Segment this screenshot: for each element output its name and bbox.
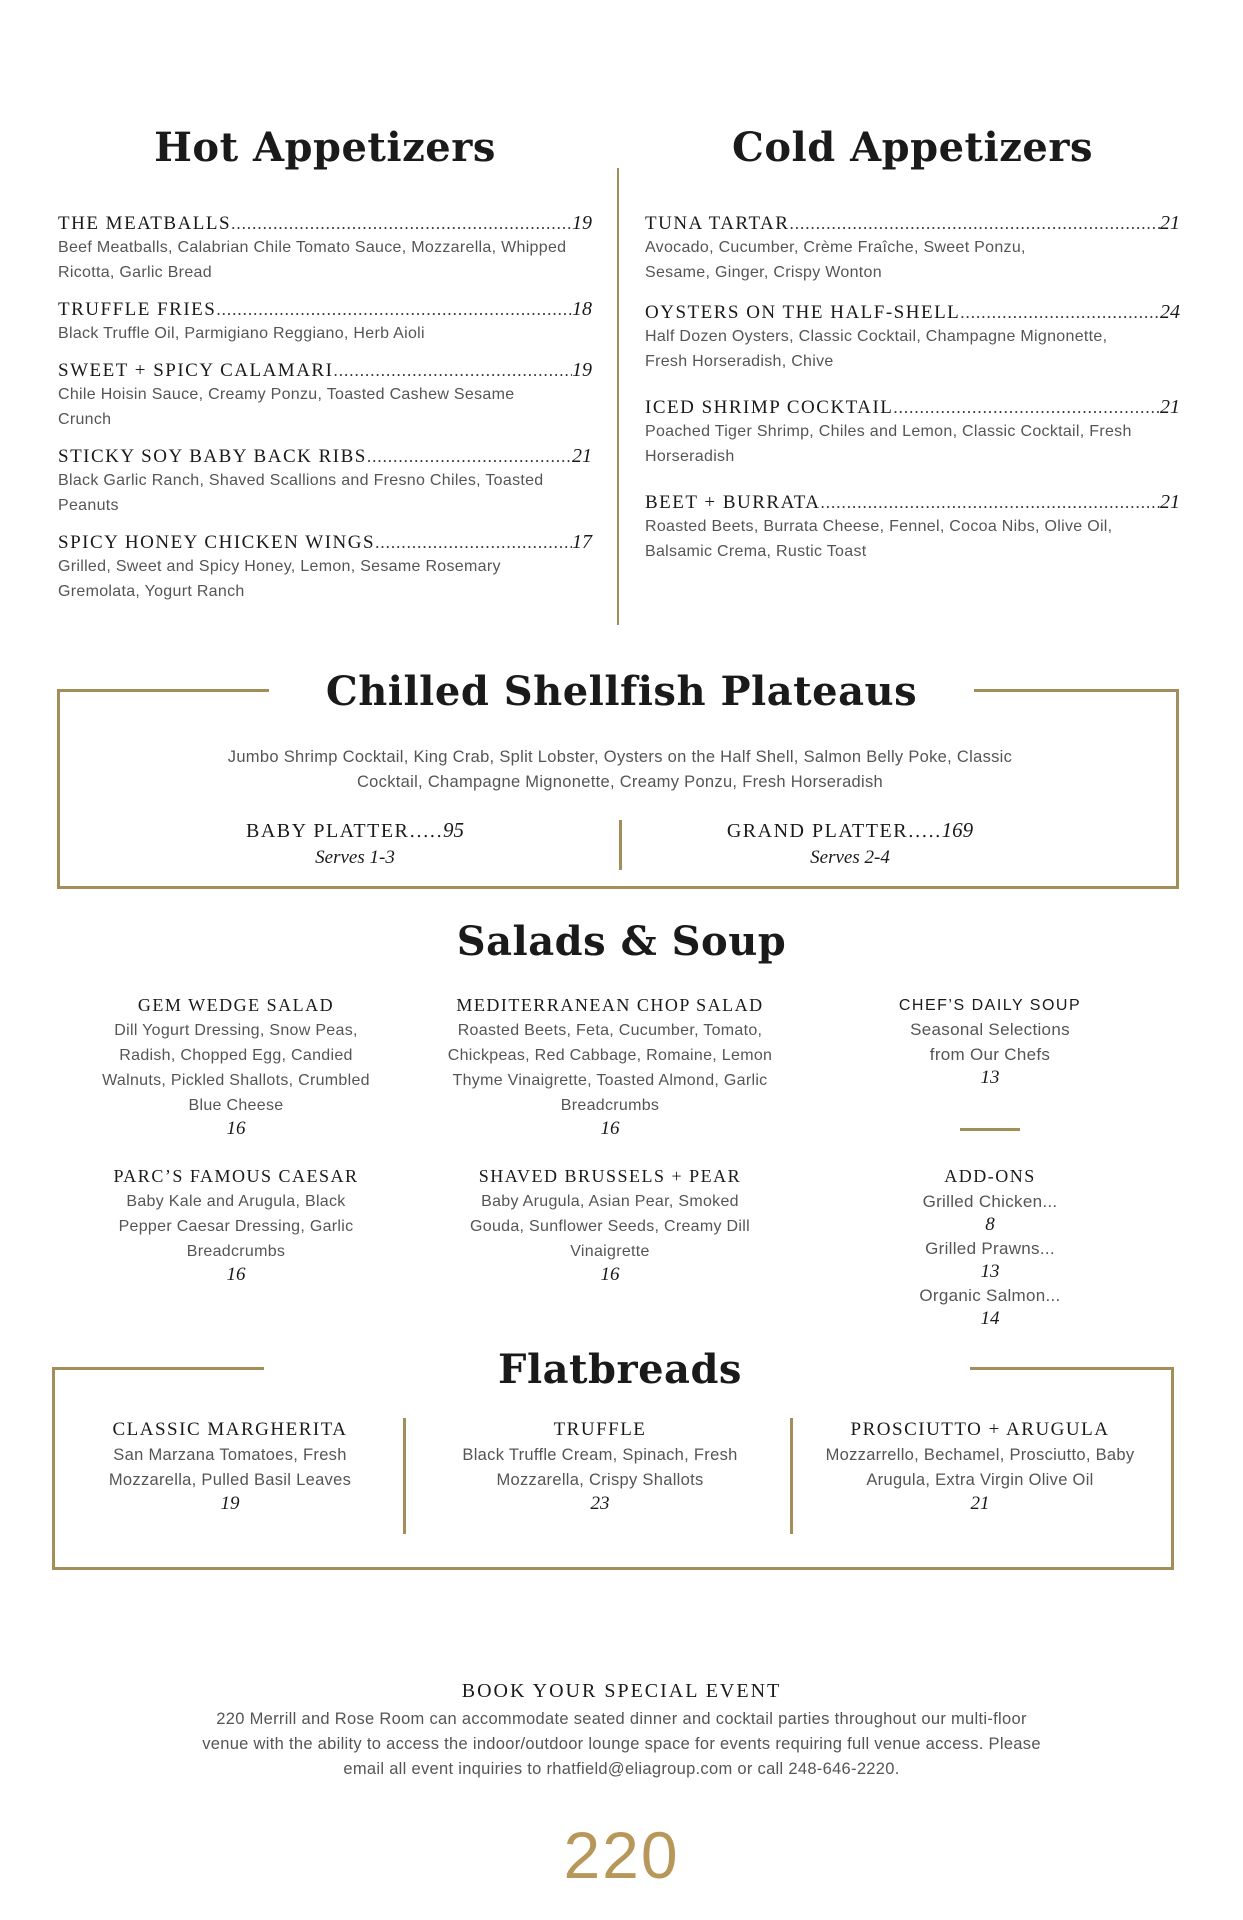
- item-price: 21: [1160, 396, 1180, 418]
- salads-soup-title: Salads & Soup: [456, 918, 787, 965]
- menu-item: [58, 359, 592, 432]
- shellfish-title: Chilled Shellfish Plateaus: [325, 668, 918, 715]
- add-on-label: Grilled Prawns...: [925, 1239, 1055, 1258]
- add-on-item: [880, 1283, 1100, 1330]
- flatbread-item: [810, 1419, 1150, 1515]
- shellfish-frame-bottom: [57, 886, 1179, 889]
- menu-item: [645, 301, 1180, 374]
- item-name: GEM WEDGE SALAD: [137, 995, 335, 1015]
- event-section: [100, 1680, 1143, 1782]
- flatbread-frame-left: [52, 1367, 55, 1570]
- item-name: MEDITERRANEAN CHOP SALAD: [456, 995, 764, 1015]
- cold-appetizers-list: [645, 212, 1180, 564]
- hot-appetizers-list: [58, 212, 592, 604]
- item-description: Beef Meatballs, Calabrian Chile Tomato Sauce, Mozzarella, Whipped Ricotta, Garlic Bread: [58, 239, 567, 281]
- item-description: Roasted Beets, Feta, Cucumber, Tomato, Chickpeas, Red Cabbage, Romaine, Lemon Thyme Vinaigrette, Toasted Almond, Garlic Breadcrumbs: [447, 1022, 773, 1114]
- menu-item: [58, 445, 592, 518]
- item-name: ICED SHRIMP COCKTAIL: [645, 397, 894, 418]
- dot-leader: [893, 398, 1160, 418]
- platter-name: BABY PLATTER: [246, 820, 410, 842]
- soup-divider: [960, 1128, 1020, 1131]
- dot-leader: [367, 447, 572, 467]
- event-text-line-3: email all event inquiries to rhatfield@eliagroup.com or call 248-646-2220.: [343, 1760, 900, 1778]
- item-name: PROSCIUTTO + ARUGULA: [850, 1419, 1110, 1440]
- item-price: 16: [226, 1264, 246, 1285]
- item-price: 19: [572, 212, 592, 234]
- item-price: 21: [970, 1493, 990, 1514]
- item-price: 13: [980, 1067, 1000, 1088]
- hot-appetizers-title: Hot Appetizers: [154, 124, 496, 171]
- item-price: 21: [572, 445, 592, 467]
- item-price: 21: [1160, 212, 1180, 234]
- flatbread-frame-top-right: [970, 1367, 1174, 1370]
- dot-leader: [821, 493, 1160, 513]
- shellfish-frame-top-left: [57, 689, 269, 692]
- item-name: TRUFFLE: [553, 1419, 647, 1440]
- soup-line-1: Seasonal Selections: [910, 1020, 1070, 1039]
- dot-leader: [789, 214, 1160, 234]
- menu-item: [58, 212, 592, 285]
- item-description: San Marzana Tomatoes, Fresh Mozzarella, Pulled Basil Leaves: [108, 1446, 352, 1489]
- menu-item: [645, 212, 1180, 285]
- add-ons: [880, 1166, 1100, 1330]
- item-price: 16: [226, 1118, 246, 1139]
- item-description: Mozzarrello, Bechamel, Prosciutto, Baby Arugula, Extra Virgin Olive Oil: [825, 1446, 1135, 1489]
- shellfish-frame-right: [1176, 689, 1179, 889]
- item-description: Poached Tiger Shrimp, Chiles and Lemon, Classic Cocktail, Fresh Horseradish: [645, 423, 1132, 465]
- flatbread-divider: [790, 1418, 793, 1534]
- add-ons-title: ADD-ONS: [944, 1166, 1036, 1186]
- item-price: 19: [572, 359, 592, 381]
- dot-leader: [216, 300, 572, 320]
- add-on-price: 8: [985, 1214, 995, 1235]
- item-name: SPICY HONEY CHICKEN WINGS: [58, 532, 376, 553]
- menu-item: [645, 396, 1180, 469]
- item-name: STICKY SOY BABY BACK RIBS: [58, 446, 367, 467]
- item-description: Black Garlic Ranch, Shaved Scallions and Fresno Chiles, Toasted Peanuts: [58, 472, 544, 514]
- dot-leader: [231, 214, 572, 234]
- flatbread-frame-right: [1171, 1367, 1174, 1570]
- flatbread-frame-top-left: [52, 1367, 264, 1370]
- item-name: THE MEATBALLS: [58, 213, 232, 234]
- item-description: Roasted Beets, Burrata Cheese, Fennel, Cocoa Nibs, Olive Oil, Balsamic Crema, Rustic Toast: [645, 518, 1113, 560]
- flatbreads-title: Flatbreads: [498, 1346, 742, 1393]
- soup-line-2: from Our Chefs: [929, 1045, 1051, 1064]
- item-name: TUNA TARTAR: [645, 213, 790, 234]
- item-price: 23: [590, 1493, 610, 1514]
- item-description: Baby Kale and Arugula, Black Pepper Caesar Dressing, Garlic Breadcrumbs: [118, 1193, 354, 1260]
- salad-item: [425, 995, 795, 1140]
- platter-price: 169: [941, 818, 974, 842]
- add-on-price: 13: [980, 1261, 1000, 1282]
- item-price: 18: [572, 298, 592, 320]
- grand-platter: [655, 818, 1045, 869]
- dot-leader: .....: [409, 821, 443, 842]
- event-text-line-2: venue with the ability to access the indoor/outdoor lounge space for events requiring full venue access. Please: [202, 1735, 1041, 1753]
- item-price: 17: [572, 531, 592, 553]
- shellfish-frame-top-right: [974, 689, 1179, 692]
- flatbread-frame-bottom: [52, 1567, 1174, 1570]
- platter-serves: Serves 2-4: [810, 847, 890, 868]
- shellfish-description: Jumbo Shrimp Cocktail, King Crab, Split Lobster, Oysters on the Half Shell, Salmon Belly Poke, Classic Cocktail, Champagne Mignonette, Creamy Ponzu, Fresh Horseradish: [227, 748, 1013, 791]
- dot-leader: .....: [908, 821, 942, 842]
- add-on-item: [880, 1189, 1100, 1236]
- item-price: 21: [1160, 491, 1180, 513]
- event-text-line-1: 220 Merrill and Rose Room can accommodate seated dinner and cocktail parties throughout our multi-floor: [216, 1710, 1027, 1728]
- item-name: PARC’S FAMOUS CAESAR: [113, 1166, 359, 1186]
- platter-divider: [619, 820, 622, 870]
- column-divider: [617, 168, 619, 625]
- salad-item: [86, 1166, 386, 1286]
- baby-platter: [160, 818, 550, 869]
- item-description: Chile Hoisin Sauce, Creamy Ponzu, Toasted Cashew Sesame Crunch: [58, 386, 515, 428]
- add-on-item: [880, 1236, 1100, 1283]
- add-on-price: 14: [980, 1308, 1000, 1329]
- flatbread-divider: [403, 1418, 406, 1534]
- item-price: 16: [600, 1118, 620, 1139]
- item-name: SHAVED BRUSSELS + PEAR: [478, 1166, 742, 1186]
- shellfish-frame-left: [57, 689, 60, 889]
- menu-item: [58, 298, 592, 346]
- item-name: BEET + BURRATA: [645, 492, 821, 513]
- item-name: CLASSIC MARGHERITA: [112, 1419, 348, 1440]
- brand-logo: 220: [563, 1818, 680, 1892]
- salad-item: [86, 995, 386, 1140]
- item-name: OYSTERS ON THE HALF-SHELL: [645, 302, 961, 323]
- menu-item: [645, 491, 1180, 564]
- item-name: SWEET + SPICY CALAMARI: [58, 360, 334, 381]
- menu-item: [58, 531, 592, 604]
- item-description: Dill Yogurt Dressing, Snow Peas, Radish, Chopped Egg, Candied Walnuts, Pickled Shallots, Crumbled Blue Cheese: [102, 1022, 370, 1114]
- add-on-label: Grilled Chicken...: [922, 1192, 1058, 1211]
- dot-leader: [960, 303, 1160, 323]
- item-description: Black Truffle Cream, Spinach, Fresh Mozzarella, Crispy Shallots: [462, 1446, 738, 1489]
- soup-item: [880, 997, 1100, 1089]
- item-price: 19: [220, 1493, 240, 1514]
- platter-serves: Serves 1-3: [315, 847, 395, 868]
- item-description: Half Dozen Oysters, Classic Cocktail, Champagne Mignonette, Fresh Horseradish, Chive: [645, 328, 1108, 370]
- flatbread-item: [80, 1419, 380, 1515]
- flatbread-item: [440, 1419, 760, 1515]
- platter-price: 95: [443, 818, 464, 842]
- item-description: Grilled, Sweet and Spicy Honey, Lemon, Sesame Rosemary Gremolata, Yogurt Ranch: [58, 558, 501, 600]
- salad-item: [440, 1166, 780, 1286]
- cold-appetizers-title: Cold Appetizers: [732, 124, 1093, 171]
- item-description: Black Truffle Oil, Parmigiano Reggiano, Herb Aioli: [58, 325, 425, 342]
- add-on-label: Organic Salmon...: [919, 1286, 1061, 1305]
- dot-leader: [333, 361, 572, 381]
- item-price: 16: [600, 1264, 620, 1285]
- dot-leader: [375, 533, 572, 553]
- soup-name: CHEF’S DAILY SOUP: [898, 997, 1082, 1014]
- item-price: 24: [1160, 301, 1180, 323]
- event-title: BOOK YOUR SPECIAL EVENT: [461, 1680, 782, 1702]
- item-description: Avocado, Cucumber, Crème Fraîche, Sweet Ponzu, Sesame, Ginger, Crispy Wonton: [645, 239, 1026, 281]
- item-name: TRUFFLE FRIES: [58, 299, 217, 320]
- platter-name: GRAND PLATTER: [726, 820, 909, 842]
- item-description: Baby Arugula, Asian Pear, Smoked Gouda, Sunflower Seeds, Creamy Dill Vinaigrette: [470, 1193, 750, 1260]
